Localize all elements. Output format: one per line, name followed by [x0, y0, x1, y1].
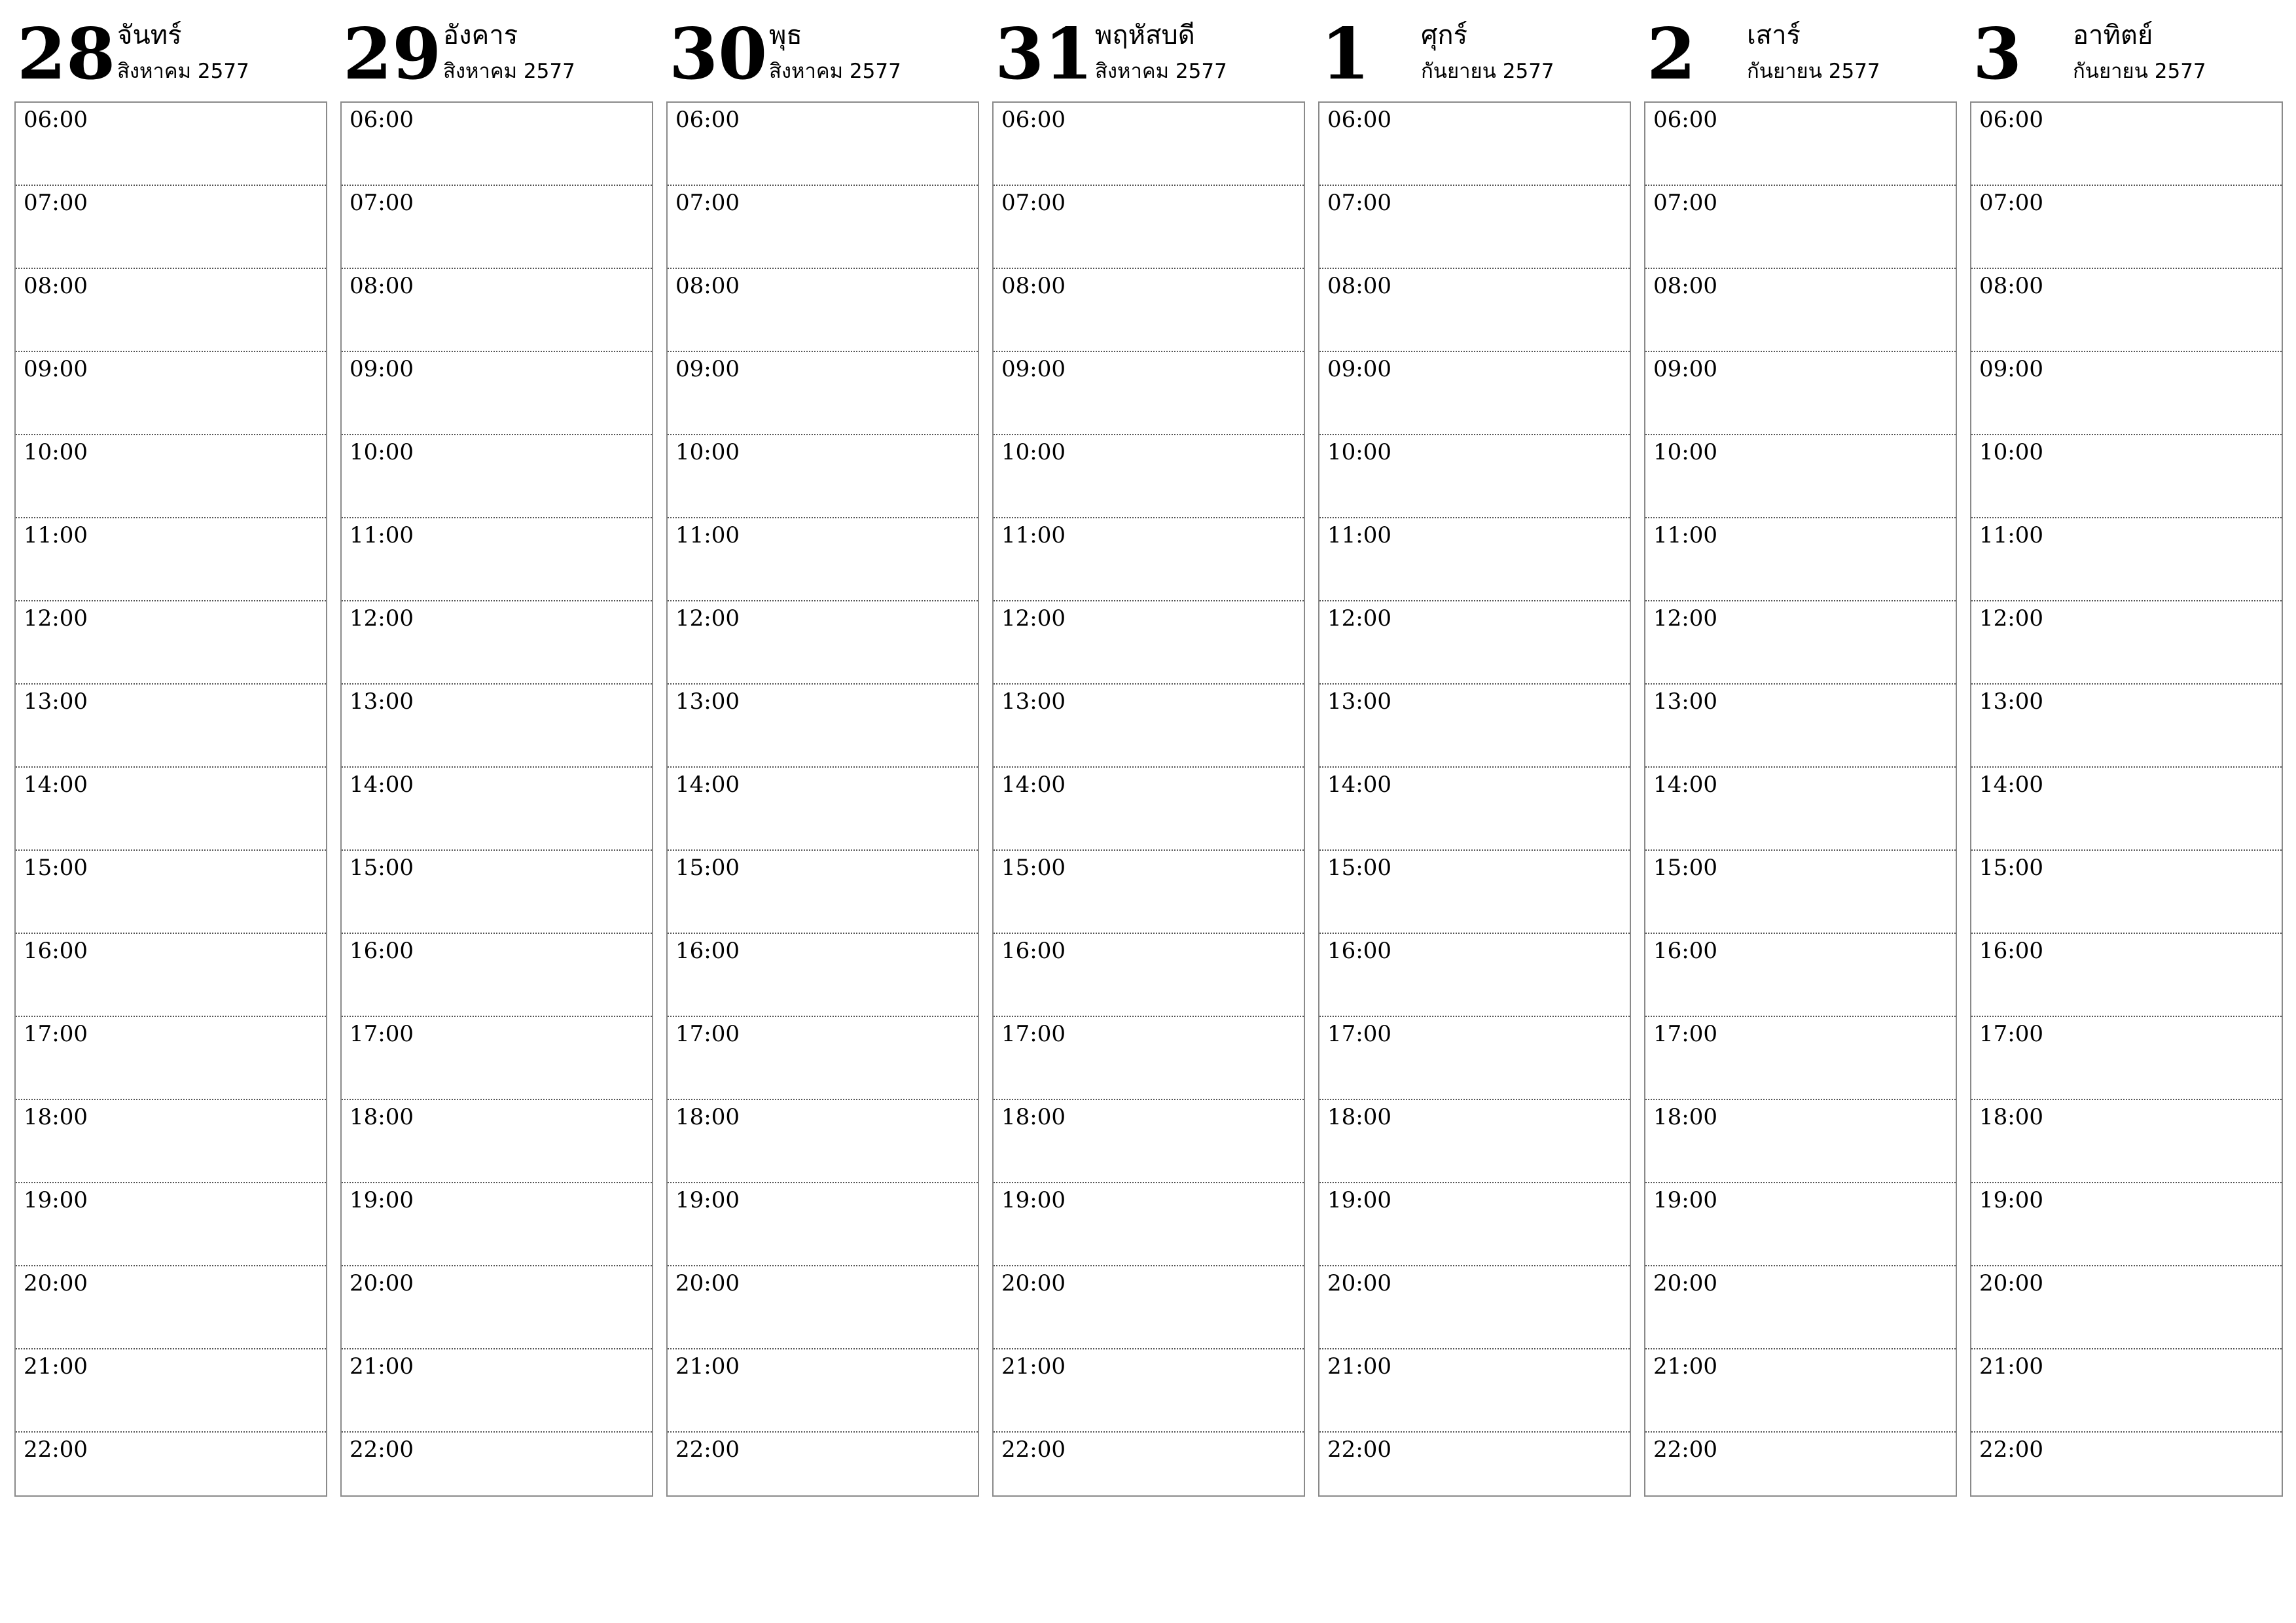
time-label: 06:00 [1653, 107, 1717, 133]
time-label: 06:00 [675, 107, 740, 133]
time-slot[interactable] [1971, 518, 2282, 601]
time-slot[interactable] [16, 1017, 326, 1100]
day-name: ศุกร์ [1421, 20, 1468, 50]
time-slot[interactable] [994, 851, 1304, 934]
time-label: 08:00 [675, 273, 740, 299]
time-slot[interactable] [668, 186, 978, 269]
time-slot[interactable] [1319, 103, 1630, 186]
time-slot[interactable] [994, 1100, 1304, 1183]
time-slot[interactable] [1645, 934, 1956, 1017]
time-label: 16:00 [1001, 938, 1066, 964]
day-month-year: กันยายน 2577 [2073, 60, 2206, 83]
time-label: 13:00 [1327, 688, 1391, 715]
time-label: 22:00 [350, 1436, 414, 1463]
time-label: 20:00 [350, 1270, 414, 1296]
time-label: 21:00 [1001, 1353, 1066, 1380]
day-header [1970, 0, 2283, 101]
day-header [1318, 0, 1631, 101]
time-label: 22:00 [1653, 1436, 1717, 1463]
time-label: 06:00 [350, 107, 414, 133]
time-label: 07:00 [24, 190, 88, 216]
time-label: 14:00 [350, 772, 414, 798]
time-slot[interactable] [1645, 1433, 1956, 1514]
time-slot[interactable] [1645, 1266, 1956, 1349]
day-header [14, 0, 327, 101]
time-label: 11:00 [1653, 522, 1717, 548]
time-slot[interactable] [1645, 768, 1956, 851]
time-label: 06:00 [24, 107, 88, 133]
time-label: 08:00 [24, 273, 88, 299]
time-label: 09:00 [1653, 356, 1717, 382]
day-number: 3 [1973, 13, 2022, 96]
time-slot[interactable] [1319, 1266, 1630, 1349]
time-label: 19:00 [1001, 1187, 1066, 1213]
time-label: 17:00 [1001, 1021, 1066, 1047]
time-label: 06:00 [1001, 107, 1066, 133]
time-label: 15:00 [675, 855, 740, 881]
time-label: 21:00 [1979, 1353, 2043, 1380]
time-slot[interactable] [1645, 685, 1956, 768]
time-slot[interactable] [1971, 601, 2282, 685]
time-slot[interactable] [1971, 768, 2282, 851]
time-slot[interactable] [16, 435, 326, 518]
time-label: 07:00 [1001, 190, 1066, 216]
time-slot[interactable] [1971, 1183, 2282, 1266]
time-slot[interactable] [16, 601, 326, 685]
time-slot[interactable] [16, 1100, 326, 1183]
day-number: 2 [1647, 13, 1696, 96]
time-label: 22:00 [1327, 1436, 1391, 1463]
time-label: 22:00 [1979, 1436, 2043, 1463]
time-slot[interactable] [1971, 186, 2282, 269]
time-slot[interactable] [1319, 435, 1630, 518]
day-number: 30 [669, 13, 768, 96]
time-slot[interactable] [16, 768, 326, 851]
time-label: 16:00 [1327, 938, 1391, 964]
time-slot[interactable] [668, 934, 978, 1017]
time-slot[interactable] [342, 186, 652, 269]
day-time-grid [1970, 101, 2283, 1497]
time-slot[interactable] [16, 352, 326, 435]
time-label: 15:00 [1653, 855, 1717, 881]
time-slot[interactable] [668, 518, 978, 601]
time-label: 13:00 [1001, 688, 1066, 715]
day-column [340, 0, 653, 1505]
time-label: 12:00 [1327, 605, 1391, 632]
time-label: 11:00 [1327, 522, 1391, 548]
time-label: 17:00 [1979, 1021, 2043, 1047]
time-label: 18:00 [1979, 1104, 2043, 1130]
time-label: 08:00 [1653, 273, 1717, 299]
time-label: 11:00 [24, 522, 88, 548]
time-slot[interactable] [668, 1183, 978, 1266]
time-label: 14:00 [24, 772, 88, 798]
day-number: 31 [995, 13, 1094, 96]
day-time-grid [1318, 101, 1631, 1497]
time-label: 13:00 [1653, 688, 1717, 715]
time-slot[interactable] [994, 103, 1304, 186]
time-label: 13:00 [1979, 688, 2043, 715]
time-label: 08:00 [350, 273, 414, 299]
time-slot[interactable] [1971, 352, 2282, 435]
time-slot[interactable] [994, 269, 1304, 352]
day-number: 1 [1321, 13, 1371, 96]
time-slot[interactable] [342, 934, 652, 1017]
time-slot[interactable] [1971, 851, 2282, 934]
time-label: 19:00 [1327, 1187, 1391, 1213]
time-label: 12:00 [1979, 605, 2043, 632]
time-slot[interactable] [1645, 103, 1956, 186]
time-slot[interactable] [342, 851, 652, 934]
day-column [14, 0, 327, 1505]
time-slot[interactable] [342, 269, 652, 352]
time-slot[interactable] [1645, 518, 1956, 601]
day-column [1318, 0, 1631, 1505]
time-slot[interactable] [1971, 103, 2282, 186]
time-slot[interactable] [1971, 435, 2282, 518]
time-slot[interactable] [1319, 851, 1630, 934]
time-slot[interactable] [1319, 352, 1630, 435]
time-label: 09:00 [24, 356, 88, 382]
time-label: 14:00 [1979, 772, 2043, 798]
time-slot[interactable] [342, 1349, 652, 1433]
time-slot[interactable] [342, 768, 652, 851]
time-label: 16:00 [675, 938, 740, 964]
time-label: 10:00 [1327, 439, 1391, 465]
day-name: เสาร์ [1747, 20, 1801, 50]
time-slot[interactable] [1319, 768, 1630, 851]
time-label: 20:00 [1327, 1270, 1391, 1296]
time-label: 11:00 [1001, 522, 1066, 548]
time-slot[interactable] [994, 186, 1304, 269]
time-slot[interactable] [1971, 934, 2282, 1017]
time-label: 12:00 [24, 605, 88, 632]
time-slot[interactable] [668, 1100, 978, 1183]
time-slot[interactable] [668, 768, 978, 851]
day-column [1644, 0, 1957, 1505]
time-slot[interactable] [668, 1433, 978, 1514]
time-label: 08:00 [1001, 273, 1066, 299]
time-slot[interactable] [1319, 518, 1630, 601]
time-label: 11:00 [1979, 522, 2043, 548]
day-name: อังคาร [443, 20, 518, 50]
time-label: 19:00 [24, 1187, 88, 1213]
time-slot[interactable] [668, 1266, 978, 1349]
time-slot[interactable] [1645, 269, 1956, 352]
time-label: 14:00 [675, 772, 740, 798]
time-slot[interactable] [16, 1266, 326, 1349]
time-slot[interactable] [1319, 1433, 1630, 1514]
time-slot[interactable] [1645, 601, 1956, 685]
day-header [992, 0, 1305, 101]
time-slot[interactable] [16, 186, 326, 269]
time-slot[interactable] [994, 768, 1304, 851]
time-slot[interactable] [1645, 1017, 1956, 1100]
time-slot[interactable] [1319, 1349, 1630, 1433]
time-slot[interactable] [1645, 1349, 1956, 1433]
time-slot[interactable] [342, 1100, 652, 1183]
time-label: 07:00 [1327, 190, 1391, 216]
day-number: 28 [17, 13, 116, 96]
time-slot[interactable] [994, 1433, 1304, 1514]
time-slot[interactable] [1971, 1433, 2282, 1514]
time-label: 10:00 [24, 439, 88, 465]
time-slot[interactable] [1971, 1349, 2282, 1433]
time-label: 18:00 [1653, 1104, 1717, 1130]
day-month-year: สิงหาคม 2577 [769, 60, 901, 83]
time-slot[interactable] [342, 1433, 652, 1514]
time-slot[interactable] [1971, 1100, 2282, 1183]
time-label: 12:00 [350, 605, 414, 632]
time-label: 10:00 [1979, 439, 2043, 465]
day-name: อาทิตย์ [2073, 20, 2153, 50]
time-label: 18:00 [675, 1104, 740, 1130]
day-header [666, 0, 979, 101]
time-slot[interactable] [994, 685, 1304, 768]
time-label: 18:00 [24, 1104, 88, 1130]
time-slot[interactable] [1971, 1017, 2282, 1100]
time-label: 21:00 [350, 1353, 414, 1380]
time-slot[interactable] [994, 518, 1304, 601]
time-label: 19:00 [1653, 1187, 1717, 1213]
time-label: 17:00 [350, 1021, 414, 1047]
time-slot[interactable] [1319, 1100, 1630, 1183]
time-label: 08:00 [1979, 273, 2043, 299]
time-slot[interactable] [1645, 1183, 1956, 1266]
day-month-year: สิงหาคม 2577 [1095, 60, 1227, 83]
time-label: 07:00 [675, 190, 740, 216]
time-slot[interactable] [994, 435, 1304, 518]
time-slot[interactable] [1319, 1017, 1630, 1100]
time-slot[interactable] [1971, 269, 2282, 352]
time-slot[interactable] [342, 685, 652, 768]
time-slot[interactable] [668, 269, 978, 352]
time-label: 16:00 [1653, 938, 1717, 964]
day-column [1970, 0, 2283, 1505]
time-slot[interactable] [1645, 851, 1956, 934]
time-label: 17:00 [24, 1021, 88, 1047]
time-label: 20:00 [1001, 1270, 1066, 1296]
time-label: 19:00 [675, 1187, 740, 1213]
time-label: 18:00 [350, 1104, 414, 1130]
time-slot[interactable] [668, 851, 978, 934]
time-slot[interactable] [1319, 685, 1630, 768]
day-time-grid [666, 101, 979, 1497]
time-slot[interactable] [16, 1349, 326, 1433]
time-label: 09:00 [350, 356, 414, 382]
time-slot[interactable] [16, 685, 326, 768]
time-label: 13:00 [675, 688, 740, 715]
day-number: 29 [343, 13, 442, 96]
time-label: 07:00 [1653, 190, 1717, 216]
day-month-year: กันยายน 2577 [1747, 60, 1880, 83]
day-header [340, 0, 653, 101]
day-header [1644, 0, 1957, 101]
time-label: 12:00 [1001, 605, 1066, 632]
time-label: 17:00 [1653, 1021, 1717, 1047]
time-slot[interactable] [668, 1017, 978, 1100]
time-slot[interactable] [668, 685, 978, 768]
time-slot[interactable] [668, 352, 978, 435]
time-slot[interactable] [1319, 601, 1630, 685]
time-label: 22:00 [24, 1436, 88, 1463]
day-name: พุธ [769, 20, 802, 50]
day-time-grid [992, 101, 1305, 1497]
day-name: จันทร์ [117, 20, 182, 50]
time-label: 10:00 [1001, 439, 1066, 465]
time-slot[interactable] [1645, 352, 1956, 435]
time-label: 14:00 [1001, 772, 1066, 798]
time-label: 21:00 [24, 1353, 88, 1380]
time-label: 18:00 [1327, 1104, 1391, 1130]
time-label: 22:00 [675, 1436, 740, 1463]
time-label: 12:00 [1653, 605, 1717, 632]
time-label: 07:00 [1979, 190, 2043, 216]
time-slot[interactable] [668, 1349, 978, 1433]
time-slot[interactable] [1971, 685, 2282, 768]
time-label: 16:00 [1979, 938, 2043, 964]
time-label: 10:00 [350, 439, 414, 465]
time-slot[interactable] [1645, 435, 1956, 518]
time-slot[interactable] [16, 851, 326, 934]
time-label: 06:00 [1327, 107, 1391, 133]
time-label: 06:00 [1979, 107, 2043, 133]
day-month-year: กันยายน 2577 [1421, 60, 1554, 83]
time-label: 11:00 [350, 522, 414, 548]
time-label: 21:00 [1327, 1353, 1391, 1380]
time-slot[interactable] [342, 1183, 652, 1266]
time-label: 21:00 [675, 1353, 740, 1380]
time-label: 21:00 [1653, 1353, 1717, 1380]
time-slot[interactable] [16, 1433, 326, 1514]
time-slot[interactable] [342, 1266, 652, 1349]
time-label: 14:00 [1653, 772, 1717, 798]
time-label: 07:00 [350, 190, 414, 216]
time-label: 09:00 [1001, 356, 1066, 382]
time-label: 22:00 [1001, 1436, 1066, 1463]
time-label: 16:00 [350, 938, 414, 964]
time-slot[interactable] [342, 601, 652, 685]
time-label: 10:00 [1653, 439, 1717, 465]
time-label: 17:00 [1327, 1021, 1391, 1047]
time-slot[interactable] [994, 1266, 1304, 1349]
time-slot[interactable] [668, 601, 978, 685]
time-slot[interactable] [994, 352, 1304, 435]
time-label: 17:00 [675, 1021, 740, 1047]
time-label: 14:00 [1327, 772, 1391, 798]
time-slot[interactable] [16, 269, 326, 352]
day-time-grid [340, 101, 653, 1497]
time-label: 15:00 [1327, 855, 1391, 881]
time-slot[interactable] [1971, 1266, 2282, 1349]
day-time-grid [1644, 101, 1957, 1497]
time-label: 15:00 [1001, 855, 1066, 881]
time-slot[interactable] [342, 518, 652, 601]
time-label: 15:00 [350, 855, 414, 881]
time-slot[interactable] [16, 934, 326, 1017]
time-slot[interactable] [1319, 269, 1630, 352]
day-column [992, 0, 1305, 1505]
time-slot[interactable] [1645, 1100, 1956, 1183]
day-month-year: สิงหาคม 2577 [443, 60, 575, 83]
time-label: 13:00 [350, 688, 414, 715]
time-label: 19:00 [1979, 1187, 2043, 1213]
time-slot[interactable] [1319, 1183, 1630, 1266]
day-column [666, 0, 979, 1505]
time-label: 19:00 [350, 1187, 414, 1213]
time-slot[interactable] [1645, 186, 1956, 269]
time-slot[interactable] [994, 934, 1304, 1017]
time-label: 15:00 [1979, 855, 2043, 881]
day-name: พฤหัสบดี [1095, 20, 1195, 50]
time-slot[interactable] [994, 1183, 1304, 1266]
time-slot[interactable] [994, 1349, 1304, 1433]
time-slot[interactable] [342, 1017, 652, 1100]
time-label: 20:00 [675, 1270, 740, 1296]
time-label: 08:00 [1327, 273, 1391, 299]
time-slot[interactable] [342, 352, 652, 435]
time-label: 18:00 [1001, 1104, 1066, 1130]
time-label: 09:00 [1979, 356, 2043, 382]
time-slot[interactable] [668, 103, 978, 186]
time-slot[interactable] [342, 435, 652, 518]
time-label: 09:00 [675, 356, 740, 382]
time-slot[interactable] [994, 601, 1304, 685]
time-label: 09:00 [1327, 356, 1391, 382]
time-label: 20:00 [1979, 1270, 2043, 1296]
time-slot[interactable] [994, 1017, 1304, 1100]
time-slot[interactable] [1319, 934, 1630, 1017]
time-label: 20:00 [24, 1270, 88, 1296]
day-time-grid [14, 101, 327, 1497]
time-label: 11:00 [675, 522, 740, 548]
time-slot[interactable] [342, 103, 652, 186]
time-slot[interactable] [16, 1183, 326, 1266]
time-label: 12:00 [675, 605, 740, 632]
time-label: 15:00 [24, 855, 88, 881]
time-label: 20:00 [1653, 1270, 1717, 1296]
time-label: 16:00 [24, 938, 88, 964]
time-slot[interactable] [16, 518, 326, 601]
time-label: 10:00 [675, 439, 740, 465]
time-slot[interactable] [668, 435, 978, 518]
time-label: 13:00 [24, 688, 88, 715]
time-slot[interactable] [16, 103, 326, 186]
time-slot[interactable] [1319, 186, 1630, 269]
day-month-year: สิงหาคม 2577 [117, 60, 249, 83]
